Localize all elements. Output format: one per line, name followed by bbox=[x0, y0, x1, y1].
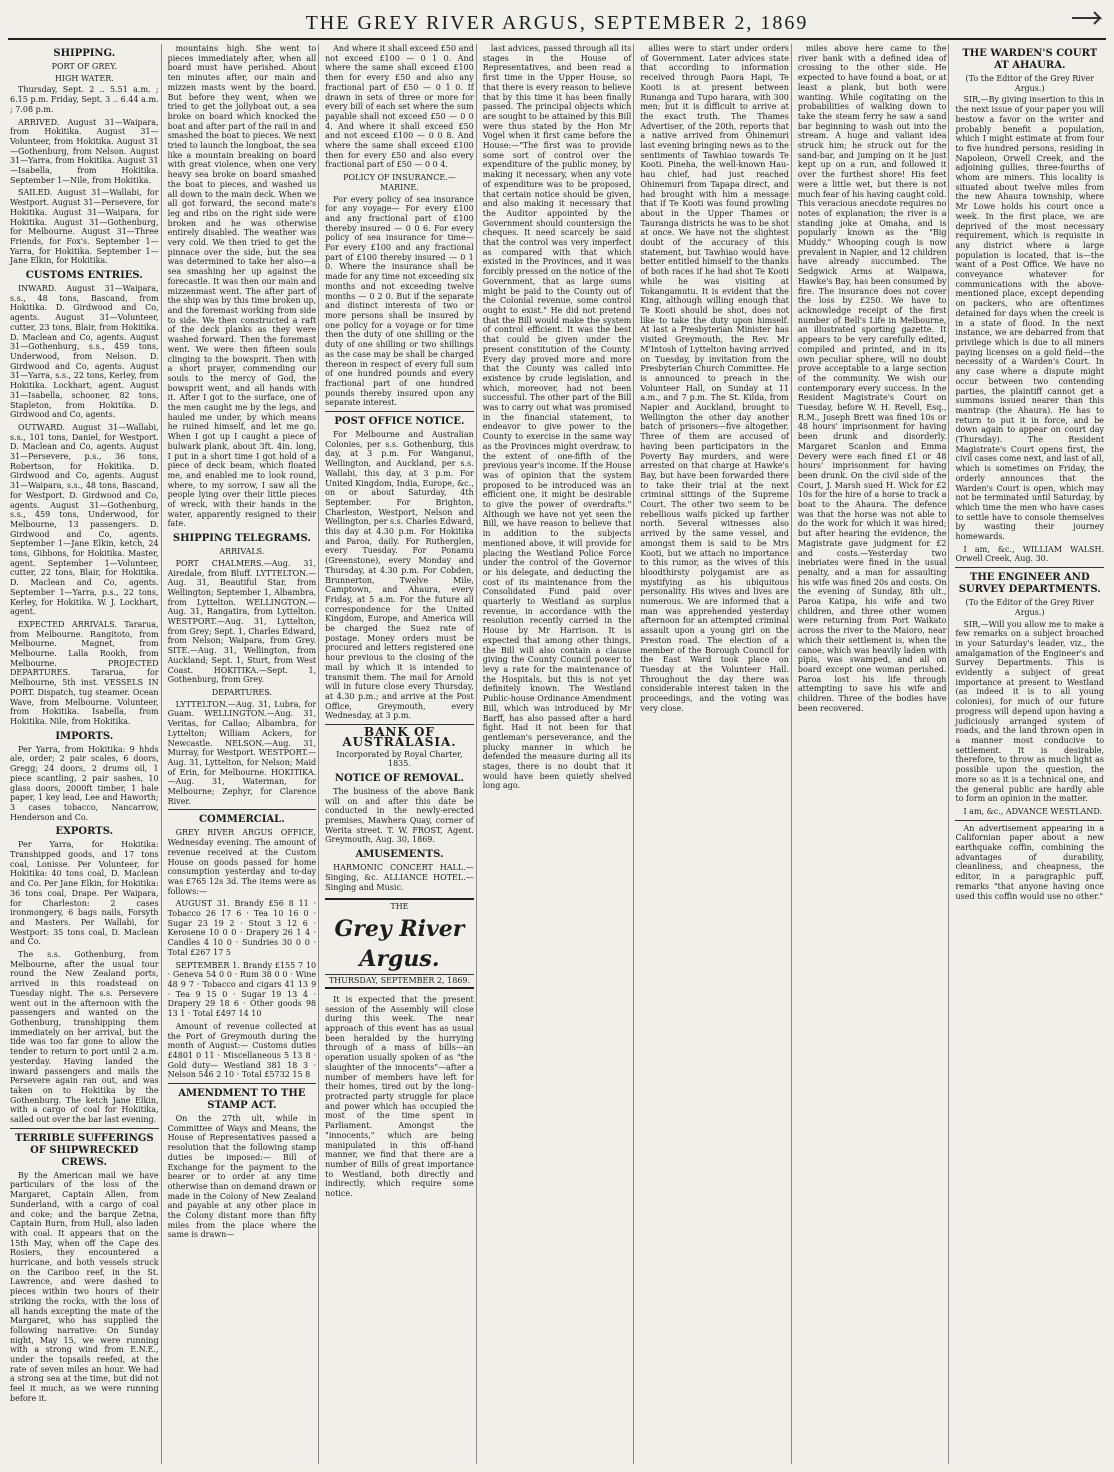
paragraph: For Melbourne and Australian Colonies, per s.s. Gothenburg, this day, at 3 p.m. For Wanganui, Wellington, and Auckland, per s.s. Wallabi, this day, at 3 p.m. For United Kingdom, India, Europe, &c., on or about Saturday, 4th September. For Brighton, Charleston, Westport, Nelson and Wellington, per s.s. Charles Edward, this day at 4.30 p.m. For Hokitika and Paroa, daily. For Rutherglen, every Tuesday. For Ponamu (Greenstone), every Monday and Thursday, at 4.30 p.m. For Cobden, Brunnerton, Twelve Mile, Camptown, and Ahaura, every Friday, at 5 a.m. For the future all correspondence for the United Kingdom, Europe, and America will be charged the Suez rate of postage. Money orders must be procured and letters registered one hour previous to the closing of the mail by which it is intended to transmit them. The mail for Arnold will in future close every Thursday, at 4.30 p.m.; and arrive at the Post Office, Greymouth, every Wednesday, at 3 p.m. bbox=[325, 430, 474, 721]
subheading: HIGH WATER. bbox=[54, 73, 114, 83]
subheading: DEPARTURES. bbox=[211, 688, 272, 697]
paragraph: SIR,—Will you allow me to make a few remarks on a subject broached in your Saturday's leader, viz., the amalgamation of the Engineer's and Survey Departments. This is evidently a subject of great importance at present to Westland (as indeed it is to all young colonies), for much of our future progress will depend upon having a judiciously arranged system of roads, and the land thrown open in a manner most conducive to settlement. It is desirable, therefore, to throw as much light as possible upon the question, the more so as it is a technical one, and the general public are hardly able to form an opinion in the matter. bbox=[955, 619, 1105, 804]
subheading: PORT OF GREY. bbox=[51, 62, 117, 71]
newspaper-title: Grey River Argus. bbox=[334, 915, 465, 972]
paragraph: miles above here came to the river bank with a defined idea of crossing to the other side. He expected to have found a boat, or at least a plank, but both were wanting. While cogitating on the probabilities of walking down to take the steam ferry he saw a sand bar beginning to wash out into the stream. A huge and valiant idea struck him; he struck out for the sand-bar, and jumping on it he just kept up on a run, and followed it over the furthest shore! His feet were a little wet, but there is not much fear of his having caught cold. This veracious anecdote requires no notes of explanation; the river is a standing joke at Omaha, and is popularly known as the "Big Muddy." Whooping cough is now prevalent in Napier, and 12 children have already succumbed. The Sedgwick Arms at Waipawa, Hawke's Bay, has been consumed by fire. The insurance does not cover the loss by £250. We have to acknowledge receipt of the first number of Bell's Life in Melbourne, an illustrated sporting gazette. It appears to be very carefully edited, compiled and printed, and in its own peculiar sphere, will no doubt prove acceptable to a large section of the community. We wish our contemporary every success. In the Resident Magistrate's Court on Tuesday, before W. H. Revell, Esq., R.M., Joseph Brett was fined 10s or 48 hours' imprisonment for having been drunk and disorderly. Margaret Scanlon and Emma Devery were each fined £1 or 48 hours' imprisonment for having been drunk. On the civil side of the Court, J. Marsh sued H. Wick for £2 10s for the hire of a horse to track a boat to the Ahaura. The defence was that the horse was not able to do the work for which it was hired; but after hearing the evidence, the Magistrate gave judgment for £2 and costs.—Yesterday two inebriates were fined in the usual penalty, and a man for assaulting his wife was fined 20s and costs. On the evening of Sunday, 8th ult., Paroa Katipa, his wife and two children, and three other women were returning from Port Waikato across the river to the Maioro, near which their settlement is, when the canoe, which was heavily laden with pipis, was swamped, and all on board except one woman perished. Paroa lost his life through attempting to save his wife and children. Three of the bodies have been recovered. bbox=[797, 44, 947, 713]
corner-arrow-icon bbox=[1070, 8, 1110, 28]
revenue-table: AUGUST 31. Brandy £56 8 11 · Tobacco 26 17 6 · Tea 10 16 0 · Sugar 23 19 2 · Stout 3 12 6 · Kerosene 10 0 0 · Drapery 26 1 4 · Candles 4 10 0 · Sundries 30 0 0 · Total £267 17 5 bbox=[167, 899, 317, 957]
revenue-table: SEPTEMBER 1. Brandy £155 7 10 · Geneva 54 0 0 · Rum 38 0 0 · Wine 48 9 7 · Tobacco and cigars 41 13 9 · Tea 9 15 0 · Sugar 19 13 4 · Drapery 29 18 6 · Other goods 98 13 1 · Total £497 14 10 bbox=[167, 960, 317, 1019]
paragraph: SIR,—By giving insertion to this in the next issue of your paper you will bestow a favor on the writer and probably benefit a population, which I might estimate at from four to five hundred persons, residing in Napoleon, Orwell Creek, and the adjoining gullies, three-fourths of whom are miners. This locality is situated about twelve miles from the new Ahaura township, where Mr Lowe holds his court once a week. In the first place, we are deprived of the most necessary requirement, which is requisite in any district where a large population is located, that is—the want of a Post Office. We have no conveyance whatever for communications with the above-mentioned place, except depending on packers, who are oftentimes detained for days when the creek is in a state of flood. In the next instance, we are debarred from that privilege which is due to all miners paying licenses on a gold field—the necessity of a Warden's Court. In any case where a dispute might occur between two contending parties, the plaintiff cannot get a summons issued nearer than this mantrap (the Ahaura). He has to return to put it in force, and be down again to appear on court day (Thursday). The Resident Magistrate's Court opens first, the civil cases come next, and last of all, which is sometimes on Friday, the orderly announces that the Warden's Court is open, which may not be terminated until Saturday, by which time the men who have cases to settle have to console themselves by wasting their journey homewards. bbox=[955, 95, 1105, 542]
subheading: (To the Editor of the Grey River Argus.) bbox=[965, 74, 1094, 93]
section-heading: COMMERCIAL. bbox=[199, 814, 285, 826]
subheading: POLICY OF INSURANCE.—MARINE. bbox=[343, 173, 456, 192]
paragraph: EXPECTED ARRIVALS. Tararua, from Melbourne. Rangitoto, from Melbourne. Magnet, from Melbourne. Lalla Rookh, from Melbourne. PROJECTED DEPARTURES. Tararua, for Melbourne, 5th inst. VESSELS IN PORT. Dispatch, tug steamer. Ocean Wave, from Melbourne. Volunteer, from Hokitika. Isabella, from Hokitika. Nile, from Hokitika. bbox=[10, 619, 159, 726]
paragraph: ARRIVED. August 31—Waipara, from Hokitika. August 31—Volunteer, from Hokitika. August 31—Gothenburg, from Nelson. August 31—Yarra, from Hokitika. August 31—Isabella, from Hokitika. September 1—Nile, from Hokitika. bbox=[10, 117, 159, 185]
divider bbox=[955, 567, 1104, 568]
paragraph: And where it shall exceed £50 and not exceed £100 — 0 1 0. And where the same shall exceed £100 then for every £50 and also any fractional part of £50 — 0 1 0. If drawn in sets of three or more for every bill of each set where the sum payable shall not exceed £50 — 0 0 4. And where it shall exceed £50 and not exceed £100 — 0 0 8. And where the same shall exceed £100 then for every £50 and also every fractional part of £50 — 0 0 4. bbox=[325, 44, 474, 170]
paragraph: Thursday, Sept. 2 .. 5.51 a.m. ; 6.15 p.m. Friday, Sept. 3 .. 6.44 a.m. ; 7.08 p.m. bbox=[10, 85, 159, 114]
section-heading: NOTICE OF REMOVAL. bbox=[334, 772, 464, 784]
section-heading: THE ENGINEER AND SURVEY DEPARTMENTS. bbox=[958, 572, 1101, 596]
section-heading: CUSTOMS ENTRIES. bbox=[25, 270, 143, 282]
paragraph: SAILED. August 31—Wallabi, for Westport. August 31—Persevere, for Hokitika. August 31—Waipara, for Hokitika. August 31—Gothenburg, for Melbourne. August 31—Three Friends, for Fox's. September 1—Yarra, for Hokitika. September 1—Jane Elkin, for Hokitika. bbox=[10, 188, 159, 266]
signature: I am, &c., WILLIAM WALSH. Orwell Creek, Aug. 30. bbox=[955, 544, 1105, 564]
section-heading: AMENDMENT TO THE STAMP ACT. bbox=[178, 1088, 306, 1112]
paragraph: The business of the above Bank will on and after this date be conducted in the newly-erected premises, Mawhera Quay, corner of Werita street. T. W. FROST, Agent. Greymouth, Aug. 30, 1869. bbox=[325, 786, 474, 845]
column-4 bbox=[481, 44, 635, 1464]
paragraph: mountains high. She went to pieces immediately after, when all board must have perished. About ten minutes after, our main and mizzen masts went by the board. But before they went, when we tried to get the jollyboat out, a sea broke on board which knocked the boat and after part of the rail in and smashed the boat to pieces. We next tried to launch the longboat, the sea like a mountain breaking on board with great violence, when one very heavy sea broke on board smashed the boat to pieces, and washed us all down to the main deck. When we all got forward, the second mate's leg and ribs on the right side were broken and he was otherwise entirely disabled. The weather was very cold. We then tried to get the pinnace over the side, but the sea was determined to take her also—a sea smashing her up against the forecastle. It was then our main and mizzenmast went. The after part of the ship was by this time broken up, and the foremast working from side to side. We then constructed a raft of the deck planks as they were washed forward. Then the foremast went. We were then fifteen souls clinging to the bowsprit. Then with a short prayer, commending our souls to the mercy of God, the bowsprit went, and all hands with it. After I got to the surface, one of the men caught me by the legs, and hauled me under, by which means he ruined himself, and let me go. When I got up I caught a piece of bulwark plank, about 3ft. 4in. long, I put in a short time I got hold of a piece of deck beam, which floated me, and enabled me to look round, where, to my sorrow, I saw all the people lying over their little pieces of wreck, with their hands in the water, apparently resigned to their fate. bbox=[167, 44, 317, 529]
paragraph: Amount of revenue collected at the Port of Greymouth during the month of August:— Customs duties £4801 0 11 · Miscellaneous 5 13 8 · Gold duty— Westland 381 18 3 · Nelson 546 2 10 · Total £5732 15 8 bbox=[167, 1021, 317, 1080]
paragraph: On the 27th ult, while in Committee of Ways and Means, the House of Representatives passed a resolution that the following stamp duties be imposed:— Bill of Exchange for the payment to the bearer or to order at any time otherwise than on demand drawn or made in the Colony of New Zealand and payable at any other place in the Colony distant more than fifty miles from the place where the same is drawn— bbox=[167, 1114, 317, 1240]
paragraph: For every policy of sea insurance for any voyage— For every £100 and any fractional part of £100 thereby insured — 0 0 6. For every policy of sea insurance for time— For every £100 and any fractional part of £100 thereby insured — 0 1 0. Where the insurance shall be made for any time not exceeding six months and not exceeding twelve months — 0 2 0. But if the separate and distinct interests of two or more persons shall be insured by one policy for a voyage or for time then the duty of one shilling or the duty of one shilling or two shillings as the case may be shall be charged thereon in respect of every full sum of one hundred pounds and every fractional part of one hundred pounds thereby insured upon any separate interest. bbox=[325, 194, 474, 408]
paragraph: OUTWARD. August 31—Wallabi, s.s., 101 tons, Daniel, for Westport. D. Maclean and Co, agents. August 31—Persevere, p.s., 36 tons, Robertson, for Hokitika. D. Girdwood and Co, agents. August 31—Waipara, s.s., 48 tons, Bascand, for Westport. D. Girdwood and Co, agents. August 31—Gothenburg, s.s., 459 tons, Underwood, for Melbourne, 13 passengers. D. Girdwood and Co, agents. September 1—Jane Elkin, ketch, 24 tons, Gibbons, for Hokitika. Master, agent. September 1—Volunteer, cutter, 22 tons, Blair, for Hokitika. D. Maclean and Co, agents. September 1—Yarra, p.s., 22 tons, Kerley, for Hokitika. W. J. Lockhart, agent. bbox=[10, 422, 159, 617]
paragraph: last advices, passed through all its stages in the House of Representatives, and been read a first time in the Upper House, so that there is every reason to believe that by this time it has been finally passed. The principal objects which are sought to be attained by this Bill were thus stated by the Hon Mr Vogel when it first came before the House:—"The first was to provide some sort of control over the expenditure of the public money, by making it necessary, when any vote of expenditure was to be proposed, that certain notice should be given, and also making it necessary that the Auditor appointed by the Government should countersign the cheques. It need scarcely be said that the control was very imperfect as compared with that which existed in the Provinces, and it was forcibly pressed on the notice of the Government, that as large sums might be paid to the County out of the Colonial revenue, some control ought to exist." He did not pretend that the Bill would make the system of control efficient. It was the best that could be given under the present constitution of the County. Every day proved more and more that the County was called into existence by crude legislation, and which, moreover, had not been successful. The other part of the Bill was to carry out what was promised in the financial statement, to endeavor to give power to the County to exercise in the same way as the Provinces might overdraw, to the extent of one-fifth of the previous year's income. If the House was of opinion that the system proposed to be introduced was an efficient one, it might be desirable to give the power of overdrafts." Although we have not yet seen the Bill, we have reason to believe that in addition to the subjects mentioned above, it will provide for placing the Westland Police Force under the control of the Governor or his delegate, and deducting the cost of its maintenance from the Consolidated Fund paid over quarterly to Westland as surplus revenue, in accordance with the resolution recently carried in the House by Mr Harrison. It is expected that among other things, the Bill will also contain a clause giving the County Council power to levy a rate for the maintenance of the Hospitals, but this is not yet definitely known. The Westland Public-house Ordinance Amendment Bill, which was introduced by Mr Barff, has also passed after a hard fight. Had it not been for that gentleman's perseverance, and the plucky manner in which he defended the measure during all its stages, there is no doubt that it would have been quietly shelved long ago. bbox=[482, 44, 632, 791]
paragraph: GREY RIVER ARGUS OFFICE, Wednesday evening. The amount of revenue received at the Custom House on goods passed for home consumption yesterday and to-day was £765 12s 3d. The items were as follows:— bbox=[167, 828, 317, 896]
paragraph: Per Yarra, for Hokitika: Transhipped goods, and 17 tons coal, Lonisse. Per Volunteer, for Hokitika: 40 tons coal, D. Maclean and Co. Per Jane Elkin, for Hokitika: 36 tons coal, Drape. Per Waipara, for Charleston: 2 cases ironmongery, 6 bags nails, Forsyth and Masters. Per Wallabi, for Westport: 35 tons coal, D. Maclean and Co. bbox=[10, 840, 159, 947]
paragraph: An advertisement appearing in a Californian paper about a new earthquake coffin, combining the advantages of durability, cleanliness, and cheapness, the editor, in a paragraphic puff, remarks "that anyone having once used this coffin would use no other." bbox=[955, 823, 1105, 901]
paragraph: allies were to start under orders of Government. Later advices state that according to information received through Paora Hapi, Te Kooti is at present between Runanga and Tupo harara, with 300 men; but it is difficult to arrive at the exact truth. The Thames Advertiser, of the 20th, reports that a native arrived from Ohinemuri last evening bringing news as to the sentiments of Tawhiao towards Te Kooti. Pineha, the well-known Hau-hau chief, had just reached Ohinemuri from Tapapa direct, and had brought with him a message that if Te Kooti was found prowling about in the Upper Thames or Tauranga districts he was to be shot at once. We have not the slightest doubt of the accuracy of this statement, but Tawhiao would have better entitled himself to the thanks of both races if he had shot Te Kooti while he was visiting at Tokangamutu. It is evident that the King, although willing enough that Te Kooti should be shot, does not like to take the duty upon himself. At last a Presbyterian Minister has visited Greymouth, the Rev. Mr M'Intosh of Lyttelton having arrived on Tuesday, by invitation from the Presbyterian Church Committee. He is announced to preach in the Volunteer Hall, on Sunday at 11 a.m., and 7 p.m. The St. Kilda, from Napier and Auckland, brought to Wellington the other day another batch of prisoners—five altogether. Three of them are accused of having been participators in the Poverty Bay murders, and were arrested on that charge at Hawke's Bay, but have been forwarded there to take their trial at the next criminal sittings of the Supreme Court. The other two seem to be rebellious waifs picked up farther north. Several witnesses also arrived by the same vessel, and amongst them is said to be Mrs Kooti, but we attach no importance to this rumor, as the wives of this bloodthirsty polygamist are as mystifying as his ubiquitous personality. His wives and lives are numerous. We are informed that a man was apprehended yesterday afternoon for an attempted criminal assault upon a young girl on the Preston road. The election of a member of the Borough Council for the East Ward took place on Tuesday at the Volunteer Hall. Throughout the day there was considerable interest taken in the proceedings, and the voting was very close. bbox=[640, 44, 789, 713]
paragraph: Per Yarra, from Hokitika: 9 hhds ale, order; 2 pair scales, 6 doors, Gregg; 24 doors, 2 drums oil, 1 piece scantling, 2 pair sashes, 10 glass doors, 2000ft timber, 1 bale paper, 1 key lead, Lee and Haworth; 3 cases tobacco, Nancarrow, Henderson and Co. bbox=[10, 744, 159, 822]
section-heading: POST OFFICE NOTICE. bbox=[334, 416, 465, 428]
section-heading: TERRIBLE SUFFERINGS OF SHIPWRECKED CREWS. bbox=[14, 1132, 154, 1168]
section-heading: IMPORTS. bbox=[55, 730, 114, 742]
signature: I am, &c., ADVANCE WESTLAND. bbox=[963, 806, 1103, 816]
paragraph: By the American mail we have particulars of the loss of the Margaret, Captain Allen, from Sunderland, with a cargo of coal and coke; and the barque Zetna, Captain Burn, from Hull, also laden with coal. It appears that on the 15th May, when off the Cape des Rosiers, they encountered a hurricane, and both vessels struck on the Cariboo reef, in the St. Lawrence, and were dashed to pieces within two hours of their striking the rocks, with the loss of all hands excepting the mate of the Margaret, who has supplied the following narrative: On Sunday night, May 15, we were running with a strong wind from E.N.E., under the topsails reefed, at the rate of seven miles an hour. We had a strong sea at the time, but did not feel it much, as we were running before it. bbox=[10, 1170, 159, 1403]
column-3 bbox=[323, 44, 477, 1464]
section-heading: AMUSEMENTS. bbox=[355, 849, 444, 861]
column-5 bbox=[638, 44, 792, 1464]
page-masthead: THE GREY RIVER ARGUS, SEPTEMBER 2, 1869 bbox=[8, 8, 1106, 40]
divider bbox=[10, 1128, 159, 1129]
divider bbox=[168, 809, 317, 810]
column-7 bbox=[953, 44, 1106, 1464]
column-6 bbox=[796, 44, 950, 1464]
divider bbox=[325, 411, 474, 412]
subheading: (To the Editor of the Grey River Argus.) bbox=[965, 598, 1094, 617]
divider bbox=[168, 1083, 317, 1084]
editorial-masthead bbox=[325, 898, 474, 989]
paragraph: The s.s. Gothenburg, from Melbourne, after the usual tour round the New Zealand ports, arrived in this roadstead on Tuesday night. The s.s. Persevere went out in the afternoon with the passengers and wanted on the Gothenburg, transhipping them immediately on her arrival, but the tide was too far gone to allow the tender to return to port until 2 a.m. yesterday. Having landed the inward passengers and mails the Persevere again ran out, and was taken on to Hokitika by the Gothenburg. The ketch Jane Elkin, with a cargo of coal for Hokitika, sailed out over the bar last evening. bbox=[10, 950, 159, 1125]
bank-heading: BANK OF AUSTRALASIA. bbox=[342, 725, 457, 749]
paragraph: HARMONIC CONCERT HALL.—Singing, &c. ALLIANCE HOTEL.—Singing and Music. bbox=[325, 863, 474, 892]
issue-date: THURSDAY, SEPTEMBER 2, 1869. bbox=[325, 974, 474, 987]
divider bbox=[955, 820, 1104, 821]
masthead-the: THE bbox=[390, 902, 409, 912]
paragraph: It is expected that the present session of the Assembly will close during this week. The near approach of this event has as usual been heralded by the hurrying through of a mass of bills—an operation usually spoken of as "the slaughter of the innocents"—after a number of members have left for their homes, tired out by the long-protracted party struggle for place and power which has occupied the most of the time spent in Parliament. Amongst the "innocents," which are being manipulated in this off-hand manner, we find that there are a number of Bills of great importance to Westland, both directly and indirectly, which require some notice. bbox=[325, 994, 474, 1199]
paragraph: INWARD. August 31—Waipara, s.s., 48 tons, Bascand, from Hokitika. D. Girdwood and Co, agents. August 31—Volunteer, cutter, 23 tons, Blair, from Hokitika. D. Maclean and Co, agents. August 31—Gothenburg, s.s., 459 tons, Underwood, from Nelson. D. Girdwood and Co, agents. August 31—Yarra, s.s., 22 tons, Kerley, from Hokitika. Lockhart, agent. August 31—Isabella, schooner, 82 tons, Stapleton, from Hokitika. D. Girdwood and Co, agents. bbox=[10, 284, 159, 420]
column-1 bbox=[8, 44, 162, 1464]
paragraph: PORT CHALMERS.—Aug. 31, Airedale, from Bluff. LYTTELTON.—Aug. 31, Beautiful Star, from Wellington; September 1, Albambra, from Lyttelton. WELLINGTON.—Aug. 31, Rangatira, from Lyttelton. WESTPORT.—Aug. 31, Lyttelton, from Grey; Sept. 1, Charles Edward, from Nelson; Waipara, from Grey. SITE.—Aug. 31, Wellington, from Auckland; Sept. 1, Sturt, from West Coast. HOKITIKA.—Sept. 1, Gothenburg, from Grey. bbox=[167, 558, 317, 685]
column-2 bbox=[166, 44, 320, 1464]
section-heading: THE WARDEN'S COURT AT AHAURA. bbox=[962, 48, 1098, 71]
section-heading: EXPORTS. bbox=[55, 826, 114, 838]
section-heading: SHIPPING. bbox=[53, 48, 116, 59]
paragraph: LYTTELTON.—Aug. 31, Lubra, for Guam. WELLINGTON.—Aug. 31, Veritas, for Callao; Albambra, for Lyttelton; William Ackers, for Newcastle. NELSON.—Aug. 31, Murray, for Westport. WESTPORT.—Aug. 31, Lyttelton, for Nelson; Maid of Erin, for Melbourne. HOKITIKA.—Aug. 31, Waterman, for Melbourne; Zephyr, for Clarence River. bbox=[167, 699, 317, 806]
subheading: ARRIVALS. bbox=[219, 547, 265, 557]
subheading: Incorporated by Royal Charter, 1835. bbox=[336, 749, 463, 769]
section-heading: SHIPPING TELEGRAMS. bbox=[172, 533, 311, 545]
